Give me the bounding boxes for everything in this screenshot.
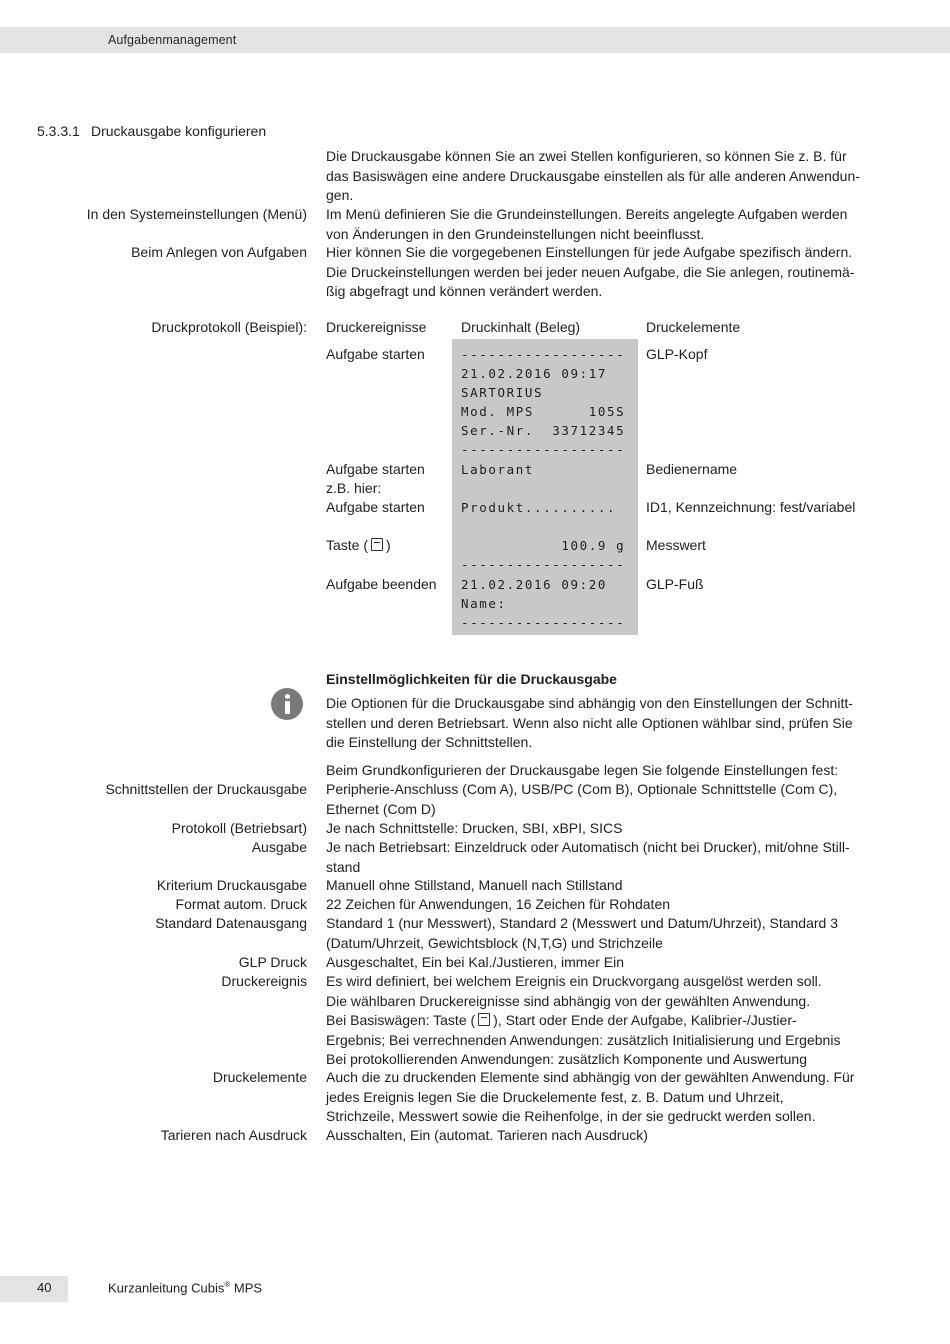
setting-label: GLP Druck [238,954,307,970]
config-line: von Änderungen in den Grundeinstellungen nicht beeinflusst. [326,225,705,242]
header-content: Druckinhalt (Beleg) [461,319,581,335]
event-key-text-end: ) [386,537,391,553]
setting-label: Tarieren nach Ausdruck [160,1127,307,1143]
protocol-label: Druckprotokoll (Beispiel): [151,319,307,335]
event-example: z.B. hier: [326,480,382,496]
setting-value [326,819,868,839]
info-text [326,694,868,753]
element-id1: ID1, Kennzeichnung: fest/variabel [646,499,856,515]
setting-line: Peripherie-Anschluss (Com A), USB/PC (Com B), Optionale Schnittstelle (Com C), [326,781,838,797]
setting-label: Ausgabe [251,839,307,855]
info-line: stellen und deren Betriebsart. Wenn also nicht alle Optionen wählbar sind, prüfen Sie [326,714,853,731]
setting-line-part: Bei Basiswägen: Taste ( [326,1012,476,1028]
setting-label: Kriterium Druckausgabe [156,877,307,893]
section-number: 5.3.3.1 [37,123,80,139]
setting-line: Manuell ohne Stillstand, Manuell nach Stillstand [326,877,623,893]
setting-line: (Datum/Uhrzeit, Gewichtsblock (N,T,G) und Strichzeile [326,934,663,951]
setting-line-part: ), Start oder Ende der Aufgabe, Kalibrier-/Justier- [493,1012,797,1028]
event-key-text: Taste ( [326,537,369,553]
info-line: die Einstellung der Schnittstellen. [326,734,533,750]
header-events: Druckereignisse [326,319,427,335]
event-start: Aufgabe starten [326,461,425,477]
event-start: Aufgabe starten [326,346,425,362]
receipt-line: ------------------ [461,557,626,572]
setting-line: Je nach Schnittstelle: Drucken, SBI, xBPI, SICS [326,820,623,836]
setting-line: Strichzeile, Messwert sowie die Reihenfolge, in der sie gedruckt werden sollen. [326,1108,816,1124]
setting-value [326,838,868,877]
setting-value [326,914,868,953]
setting-label: Protokoll (Betriebsart) [171,820,307,836]
element-glp-header: GLP-Kopf [646,346,708,362]
config-line: Die Druckeinstellungen werden bei jeder neuen Aufgabe, die Sie anlegen, routinemä- [326,263,855,280]
header-elements: Druckelemente [646,319,741,335]
footer-band [0,1276,68,1302]
config-label-task: Beim Anlegen von Aufgaben [131,244,307,260]
info-line: Die Optionen für die Druckausgabe sind abhängig von den Einstellungen der Schnitt- [326,695,853,711]
receipt-line: 21.02.2016 09:20 [461,577,608,592]
receipt-line: Name: [461,596,507,611]
footer-model: MPS [233,1280,263,1296]
setting-value [326,895,868,915]
config-label-menu: In den Systemeinstellungen (Menü) [86,206,307,222]
config-line: Im Menü definieren Sie die Grundeinstellungen. Bereits angelegte Aufgaben werden [326,206,848,222]
page-number: 40 [37,1280,52,1295]
setting-line: jedes Ereignis legen Sie die Druckelemente fest, z. B. Datum und Uhrzeit, [326,1088,784,1105]
setting-label: Druckelemente [212,1069,307,1085]
setting-line: Je nach Betriebsart: Einzeldruck oder Automatisch (nicht bei Drucker), mit/ohne Still- [326,839,850,855]
config-text-menu [326,205,868,244]
setting-line: Bei protokollierenden Anwendungen: zusätzlich Komponente und Auswertung [326,1051,807,1067]
setting-line: Ausschalten, Ein (automat. Tarieren nach Ausdruck) [326,1127,648,1143]
section-title: Druckausgabe konfigurieren [91,123,267,139]
receipt-line: 100.9 g [461,538,626,553]
info-heading: Einstellmöglichkeiten für die Druckausgabe [326,671,617,687]
receipt-line: Laborant [461,462,535,477]
config-line: ßig abgefragt und können verändert werden. [326,283,603,299]
intro-paragraph [326,147,868,206]
config-text-task [326,243,868,302]
receipt-line: ------------------ [461,615,626,630]
receipt-line: Mod. MPS 105S [461,404,626,419]
setting-label: Standard Datenausgang [155,915,307,931]
setting-label: Schnittstellen der Druckausgabe [105,781,307,797]
receipt-line: ------------------ [461,347,626,362]
receipt-line: SARTORIUS [461,385,544,400]
element-glp-footer: GLP-Fuß [646,576,704,592]
element-operator: Bedienername [646,461,738,477]
config-line: Hier können Sie die vorgegebenen Einstellungen für jede Aufgabe spezifisch ändern. [326,244,853,260]
setting-line: Auch die zu druckenden Elemente sind abhängig von der gewählten Anwendung. Für [326,1069,855,1085]
registered-mark: ® [224,1280,231,1289]
setting-value [326,876,868,896]
receipt-line: ------------------ [461,442,626,457]
info-icon [271,688,303,720]
intro-line: das Basiswägen eine andere Druckausgabe einstellen als für alle anderen Anwendun- [326,167,860,184]
setting-label: Druckereignis [221,973,307,989]
setting-line: Standard 1 (nur Messwert), Standard 2 (Messwert und Datum/Uhrzeit), Standard 3 [326,915,838,931]
footer-title [108,1280,262,1295]
event-key [326,536,391,556]
print-key-icon [478,1013,490,1026]
receipt-line: 21.02.2016 09:17 [461,366,608,381]
setting-line: 22 Zeichen für Anwendungen, 16 Zeichen für Rohdaten [326,896,671,912]
setting-line: Ethernet (Com D) [326,800,436,817]
receipt-line: Ser.-Nr. 33712345 [461,423,626,438]
setting-value [326,780,868,819]
event-start: Aufgabe starten [326,499,425,515]
intro-line: Die Druckausgabe können Sie an zwei Stellen konfigurieren, so können Sie z. B. für [326,148,847,164]
setting-line [326,1011,868,1031]
intro-line: gen. [326,187,354,203]
setting-value [326,953,868,973]
print-key-icon [371,538,383,551]
setting-label: Format autom. Druck [175,896,307,912]
setting-line: Es wird definiert, bei welchem Ereignis ein Druckvorgang ausgelöst werden soll. [326,973,822,989]
setting-line: stand [326,858,361,875]
settings-intro: Beim Grundkonfigurieren der Druckausgabe legen Sie folgende Einstellungen fest: [326,762,839,778]
element-value: Messwert [646,537,706,553]
setting-value [326,1126,868,1146]
setting-line: Ergebnis; Bei verrechnenden Anwendungen: zusätzlich Initialisierung und Ergebnis [326,1031,841,1048]
event-end: Aufgabe beenden [326,576,437,592]
setting-value [326,1068,868,1127]
receipt-line: Produkt.......... [461,500,617,515]
footer-doc-title: Kurzanleitung Cubis [108,1280,225,1296]
setting-line: Ausgeschaltet, Ein bei Kal./Justieren, immer Ein [326,954,625,970]
setting-value [326,972,868,1070]
running-header: Aufgabenmanagement [108,33,237,47]
setting-line: Die wählbaren Druckereignisse sind abhängig von der gewählten Anwendung. [326,992,811,1009]
